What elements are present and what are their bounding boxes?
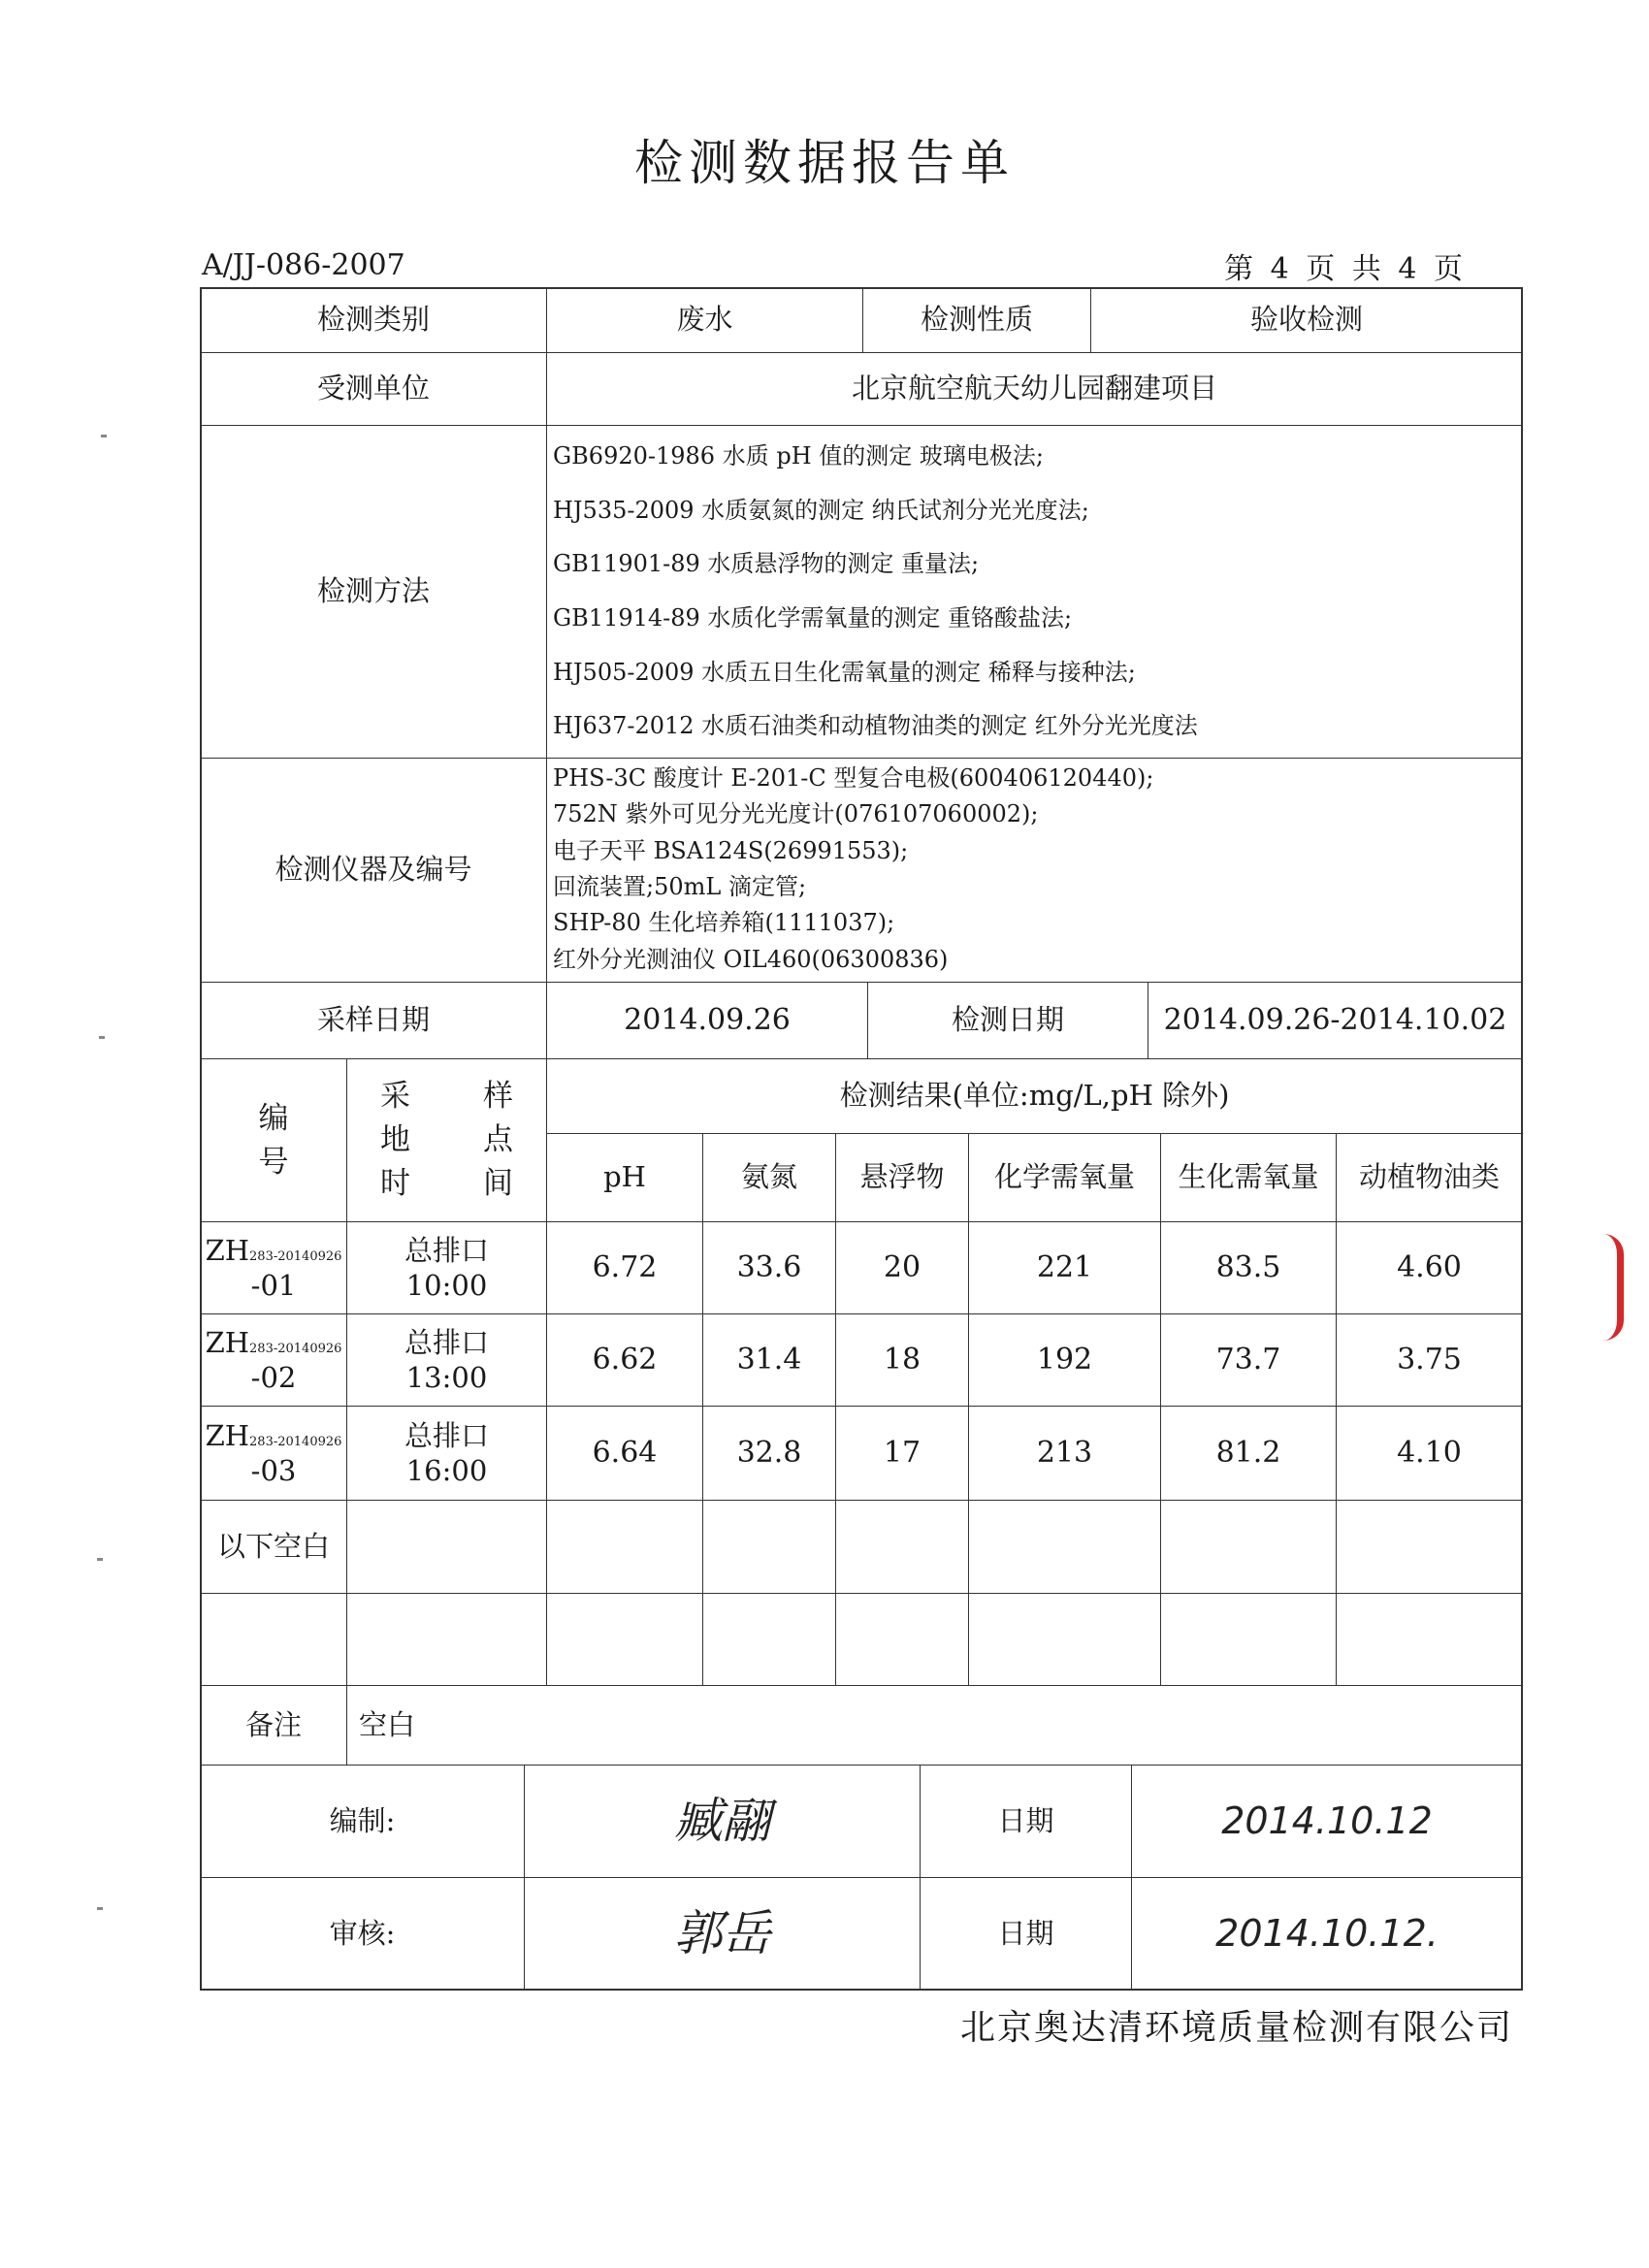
sampling-location-header: 采 样 地 点 时 间 <box>346 1058 547 1222</box>
result-title: 检测结果(单位:mg/L,pH 除外) <box>546 1058 1523 1134</box>
column-header-oil: 动植物油类 <box>1336 1133 1523 1222</box>
blank-cell <box>968 1500 1161 1594</box>
table-row-1-bod: 83.5 <box>1160 1221 1337 1314</box>
instrument-label: 检测仪器及编号 <box>200 758 547 983</box>
table-row-1-cod: 221 <box>968 1221 1161 1314</box>
table-row-3-suspended-solids: 17 <box>835 1406 969 1501</box>
column-header-ammonia: 氨氮 <box>702 1133 836 1222</box>
table-row-3-ammonia: 32.8 <box>702 1406 836 1501</box>
reviewed-date-label: 日期 <box>920 1877 1132 1991</box>
table-row-3-cod: 213 <box>968 1406 1161 1501</box>
client-label: 受测单位 <box>200 352 547 426</box>
table-row-2-bod: 73.7 <box>1160 1313 1337 1407</box>
table-row-2-ammonia: 31.4 <box>702 1313 836 1407</box>
reviewed-label: 审核: <box>200 1877 525 1991</box>
sampling-date-value: 2014.09.26 <box>546 982 868 1059</box>
table-row-2-ph: 6.62 <box>546 1313 703 1407</box>
table-row-3-ph: 6.64 <box>546 1406 703 1501</box>
method-item: HJ637-2012 水质石油类和动植物油类的测定 红外分光光度法 <box>553 712 1198 740</box>
blank-cell <box>346 1593 547 1686</box>
blank-cell <box>546 1500 703 1594</box>
instrument-list <box>546 758 1523 983</box>
remarks-value: 空白 <box>346 1685 1523 1766</box>
blank-cell <box>835 1593 969 1686</box>
scan-speck <box>101 435 107 437</box>
blank-cell <box>1336 1500 1523 1594</box>
prepared-date: 2014.10.12 <box>1131 1765 1523 1878</box>
red-stamp-edge <box>1603 1234 1624 1341</box>
company-name: 北京奥达清环境质量检测有限公司 <box>959 2008 1513 2048</box>
remarks-label: 备注 <box>200 1685 347 1766</box>
table-row-2-suspended-solids: 18 <box>835 1313 969 1407</box>
column-header-cod: 化学需氧量 <box>968 1133 1161 1222</box>
table-row-1-ammonia: 33.6 <box>702 1221 836 1314</box>
table-row-3-sample-id: ZH283-20140926 -03 <box>200 1406 347 1501</box>
test-category-label: 检测类别 <box>200 287 547 353</box>
column-header-ph: pH <box>546 1133 703 1222</box>
report-title: 检测数据报告单 <box>634 135 1015 191</box>
blank-cell <box>200 1593 347 1686</box>
table-row-3-oil: 4.10 <box>1336 1406 1523 1501</box>
blank-cell <box>346 1500 547 1594</box>
table-row-1-ph: 6.72 <box>546 1221 703 1314</box>
column-header-bod: 生化需氧量 <box>1160 1133 1337 1222</box>
method-item: HJ505-2009 水质五日生化需氧量的测定 稀释与接种法; <box>553 658 1136 686</box>
blank-note: 以下空白 <box>200 1500 347 1594</box>
prepared-signature: 臧翮 <box>524 1765 921 1878</box>
instrument-item: 红外分光测油仪 OIL460(06300836) <box>553 945 949 973</box>
scan-speck <box>99 1036 105 1039</box>
instrument-item: SHP-80 生化培养箱(1111037); <box>553 909 895 937</box>
blank-cell <box>835 1500 969 1594</box>
blank-cell <box>1160 1500 1337 1594</box>
test-date-value: 2014.09.26-2014.10.02 <box>1148 982 1523 1059</box>
table-row-2-oil: 3.75 <box>1336 1313 1523 1407</box>
blank-cell <box>702 1500 836 1594</box>
table-row-1-oil: 4.60 <box>1336 1221 1523 1314</box>
instrument-item: 回流装置;50mL 滴定管; <box>553 873 807 901</box>
table-row-2-cod: 192 <box>968 1313 1161 1407</box>
blank-cell <box>1160 1593 1337 1686</box>
table-row-1-suspended-solids: 20 <box>835 1221 969 1314</box>
scan-speck <box>97 1558 103 1561</box>
table-row-3-location: 总排口 16:00 <box>346 1406 547 1501</box>
instrument-item: 752N 紫外可见分光光度计(076107060002); <box>553 800 1039 828</box>
blank-cell <box>1336 1593 1523 1686</box>
page-info: 第 4 页 共 4 页 <box>1224 252 1467 286</box>
scan-speck <box>97 1907 103 1910</box>
instrument-item: 电子天平 BSA124S(26991553); <box>553 836 909 864</box>
method-label: 检测方法 <box>200 425 547 759</box>
test-date-label: 检测日期 <box>867 982 1148 1059</box>
table-row-1-sample-id: ZH283-20140926 -01 <box>200 1221 347 1314</box>
blank-cell <box>702 1593 836 1686</box>
sample-id-header: 编 号 <box>200 1058 347 1222</box>
test-nature-label: 检测性质 <box>862 287 1091 353</box>
method-item: HJ535-2009 水质氨氮的测定 纳氏试剂分光光度法; <box>553 496 1089 524</box>
table-row-1-location: 总排口 10:00 <box>346 1221 547 1314</box>
method-item: GB11914-89 水质化学需氧量的测定 重铬酸盐法; <box>553 604 1073 632</box>
reviewed-signature: 郭岳 <box>524 1877 921 1991</box>
instrument-item: PHS-3C 酸度计 E-201-C 型复合电极(600406120440); <box>553 764 1154 793</box>
blank-cell <box>546 1593 703 1686</box>
client-value: 北京航空航天幼儿园翻建项目 <box>546 352 1523 426</box>
prepared-date-label: 日期 <box>920 1765 1132 1878</box>
method-item: GB11901-89 水质悬浮物的测定 重量法; <box>553 550 980 578</box>
column-header-suspended-solids: 悬浮物 <box>835 1133 969 1222</box>
prepared-label: 编制: <box>200 1765 525 1878</box>
reviewed-date: 2014.10.12. <box>1131 1877 1523 1991</box>
form-code: A/JJ-086-2007 <box>202 248 405 282</box>
test-category-value: 废水 <box>546 287 863 353</box>
table-row-3-bod: 81.2 <box>1160 1406 1337 1501</box>
table-row-2-sample-id: ZH283-20140926 -02 <box>200 1313 347 1407</box>
test-nature-value: 验收检测 <box>1090 287 1523 353</box>
blank-cell <box>968 1593 1161 1686</box>
table-row-2-location: 总排口 13:00 <box>346 1313 547 1407</box>
method-item: GB6920-1986 水质 pH 值的测定 玻璃电极法; <box>553 442 1044 470</box>
method-list <box>546 425 1523 759</box>
sampling-date-label: 采样日期 <box>200 982 547 1059</box>
